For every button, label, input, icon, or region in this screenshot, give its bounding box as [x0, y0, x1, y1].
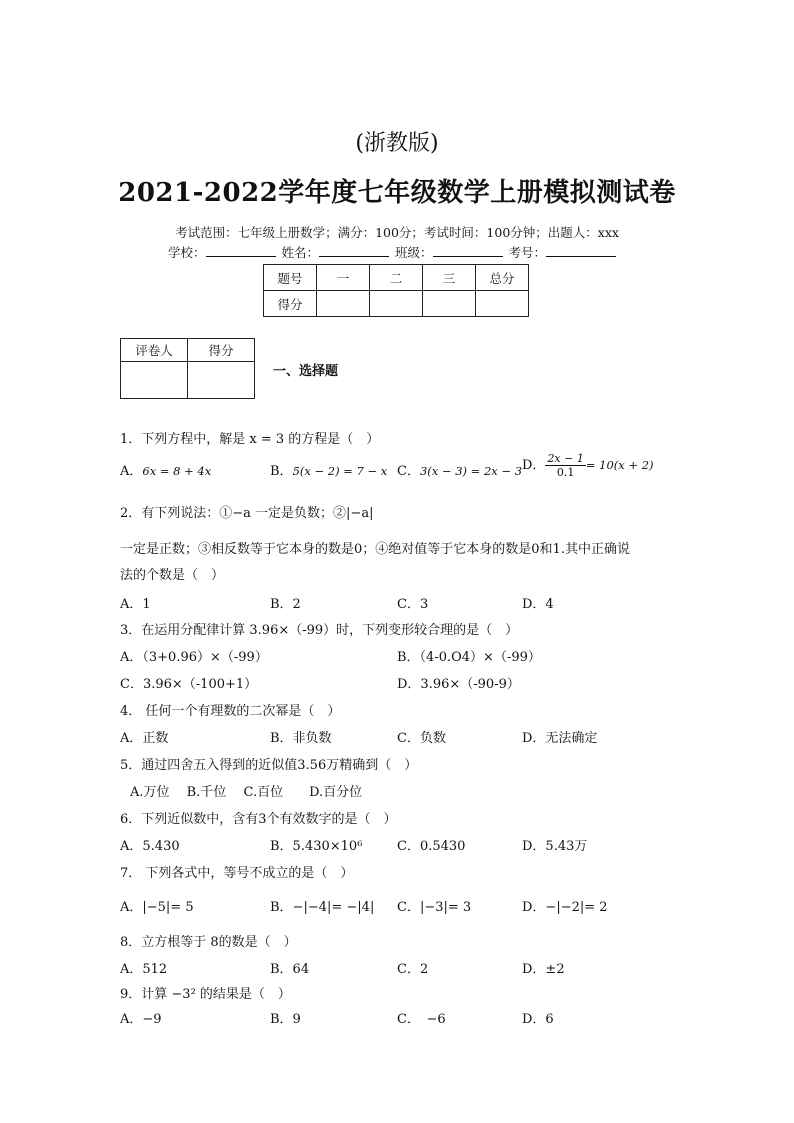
class-label: 班级：: [395, 245, 433, 260]
q7-option-a: A．|−5|= 5: [120, 900, 194, 915]
question-2: 2．有下列说法：①−a 一定是负数；②|−a|: [120, 506, 374, 521]
school-blank[interactable]: [206, 245, 276, 257]
q3-option-d: D．3.96×（-90-9）: [397, 677, 520, 692]
q8-option-a: A．512: [120, 962, 168, 977]
score-cell[interactable]: [476, 291, 529, 317]
q6-option-b: B．5.430×10⁶: [270, 839, 363, 854]
q3-option-b: B．（4-0.O4）×（-99）: [397, 650, 541, 665]
grader-table: [120, 338, 255, 399]
q4-option-c: C．负数: [397, 731, 446, 746]
q2-option-d: D．4: [522, 597, 554, 612]
q1-option-d: [522, 452, 654, 479]
q9-option-c: C． −6: [397, 1012, 446, 1027]
q8-option-b: B．64: [270, 962, 310, 977]
q2-option-b: B．2: [270, 597, 301, 612]
option-label: A．: [120, 464, 143, 479]
q5-options: A.万位 B.千位 C.百位 D.百分位: [130, 785, 363, 800]
q7-option-c: C．|−3|= 3: [397, 900, 472, 915]
exam-title: 2021-2022学年度七年级数学上册模拟测试卷: [118, 178, 676, 208]
q8-option-c: C．2: [397, 962, 429, 977]
score-cell[interactable]: [423, 291, 476, 317]
grader-cell[interactable]: [188, 362, 255, 399]
fraction-numerator: 2x − 1: [547, 452, 584, 465]
id-blank[interactable]: [546, 245, 616, 257]
question-4: 4． 任何一个有理数的二次幂是（ ）: [120, 704, 341, 719]
fraction-denominator: 0.1: [556, 466, 575, 479]
score-cell[interactable]: [370, 291, 423, 317]
section-title: 一、选择题: [273, 364, 339, 379]
q3-option-a: A．（3+0.96）×（-99）: [120, 650, 268, 665]
option-label: D．: [522, 458, 546, 473]
grader-cell[interactable]: [121, 362, 188, 399]
score-header-cell: 总分: [476, 265, 529, 291]
question-6: 6．下列近似数中，含有3个有效数字的是（ ）: [120, 812, 397, 827]
question-8: 8．立方根等于 8的数是（ ）: [120, 935, 297, 950]
q2-option-c: C．3: [397, 597, 429, 612]
grader-header-cell: 得分: [188, 339, 255, 362]
q6-option-c: C．0.5430: [397, 839, 466, 854]
student-fields: [168, 243, 618, 261]
school-label: 学校：: [168, 245, 206, 260]
option-label: C．: [397, 464, 420, 479]
option-math: = 10(x + 2): [585, 458, 654, 472]
option-math: 3(x − 3) = 2x − 3: [419, 464, 523, 478]
score-table: [263, 264, 529, 317]
q7-option-d: D．−|−2|= 2: [522, 900, 608, 915]
question-2-line-2: 一定是正数；③相反数等于它本身的数是0；④绝对值等于它本身的数是0和1.其中正确说: [120, 542, 630, 557]
q9-option-b: B．9: [270, 1012, 301, 1027]
q4-option-b: B．非负数: [270, 731, 332, 746]
score-header-cell: 二: [370, 265, 423, 291]
q1-option-b: [270, 460, 387, 479]
q7-option-b: B．−|−4|= −|4|: [270, 900, 375, 915]
option-math: 5(x − 2) = 7 − x: [292, 464, 388, 478]
q2-option-a: A．1: [120, 597, 151, 612]
q4-option-a: A．正数: [120, 731, 169, 746]
q3-option-c: C．3.96×（-100+1）: [120, 677, 258, 692]
option-math: 6x = 8 + 4x: [142, 464, 212, 478]
q6-option-d: D．5.43万: [522, 839, 588, 854]
q9-option-a: A．−9: [120, 1012, 162, 1027]
option-label: B．: [270, 464, 293, 479]
question-1: 1．下列方程中，解是 x = 3 的方程是（ ）: [120, 432, 380, 447]
name-label: 姓名：: [281, 245, 320, 260]
q6-option-a: A．5.430: [120, 839, 180, 854]
q4-option-d: D．无法确定: [522, 731, 598, 746]
question-3: 3．在运用分配律计算 3.96×（-99）时，下列变形较合理的是（ ）: [120, 623, 519, 638]
question-7: 7． 下列各式中，等号不成立的是（ ）: [120, 866, 354, 881]
question-5: 5．通过四舍五入得到的近似值3.56万精确到（ ）: [120, 758, 418, 773]
question-2-line-3: 法的个数是（ ）: [120, 568, 225, 583]
score-header-cell: 题号: [264, 265, 317, 291]
q1-option-c: [397, 460, 522, 479]
fraction: [545, 452, 585, 479]
q8-option-d: D．±2: [522, 962, 565, 977]
id-label: 考号：: [508, 245, 547, 260]
q9-option-d: D．6: [522, 1012, 554, 1027]
score-cell[interactable]: [317, 291, 370, 317]
exam-info: 考试范围：七年级上册数学；满分：100分；考试时间：100分钟；出题人：xxx: [175, 225, 619, 240]
q1-option-a: [120, 460, 211, 479]
score-row-label: 得分: [264, 291, 317, 317]
grader-header-cell: 评卷人: [121, 339, 188, 362]
question-9: 9．计算 −3² 的结果是（ ）: [120, 987, 291, 1002]
class-blank[interactable]: [433, 245, 503, 257]
name-blank[interactable]: [319, 245, 389, 257]
score-header-cell: 一: [317, 265, 370, 291]
edition-label: (浙教版): [355, 131, 439, 156]
score-header-cell: 三: [423, 265, 476, 291]
